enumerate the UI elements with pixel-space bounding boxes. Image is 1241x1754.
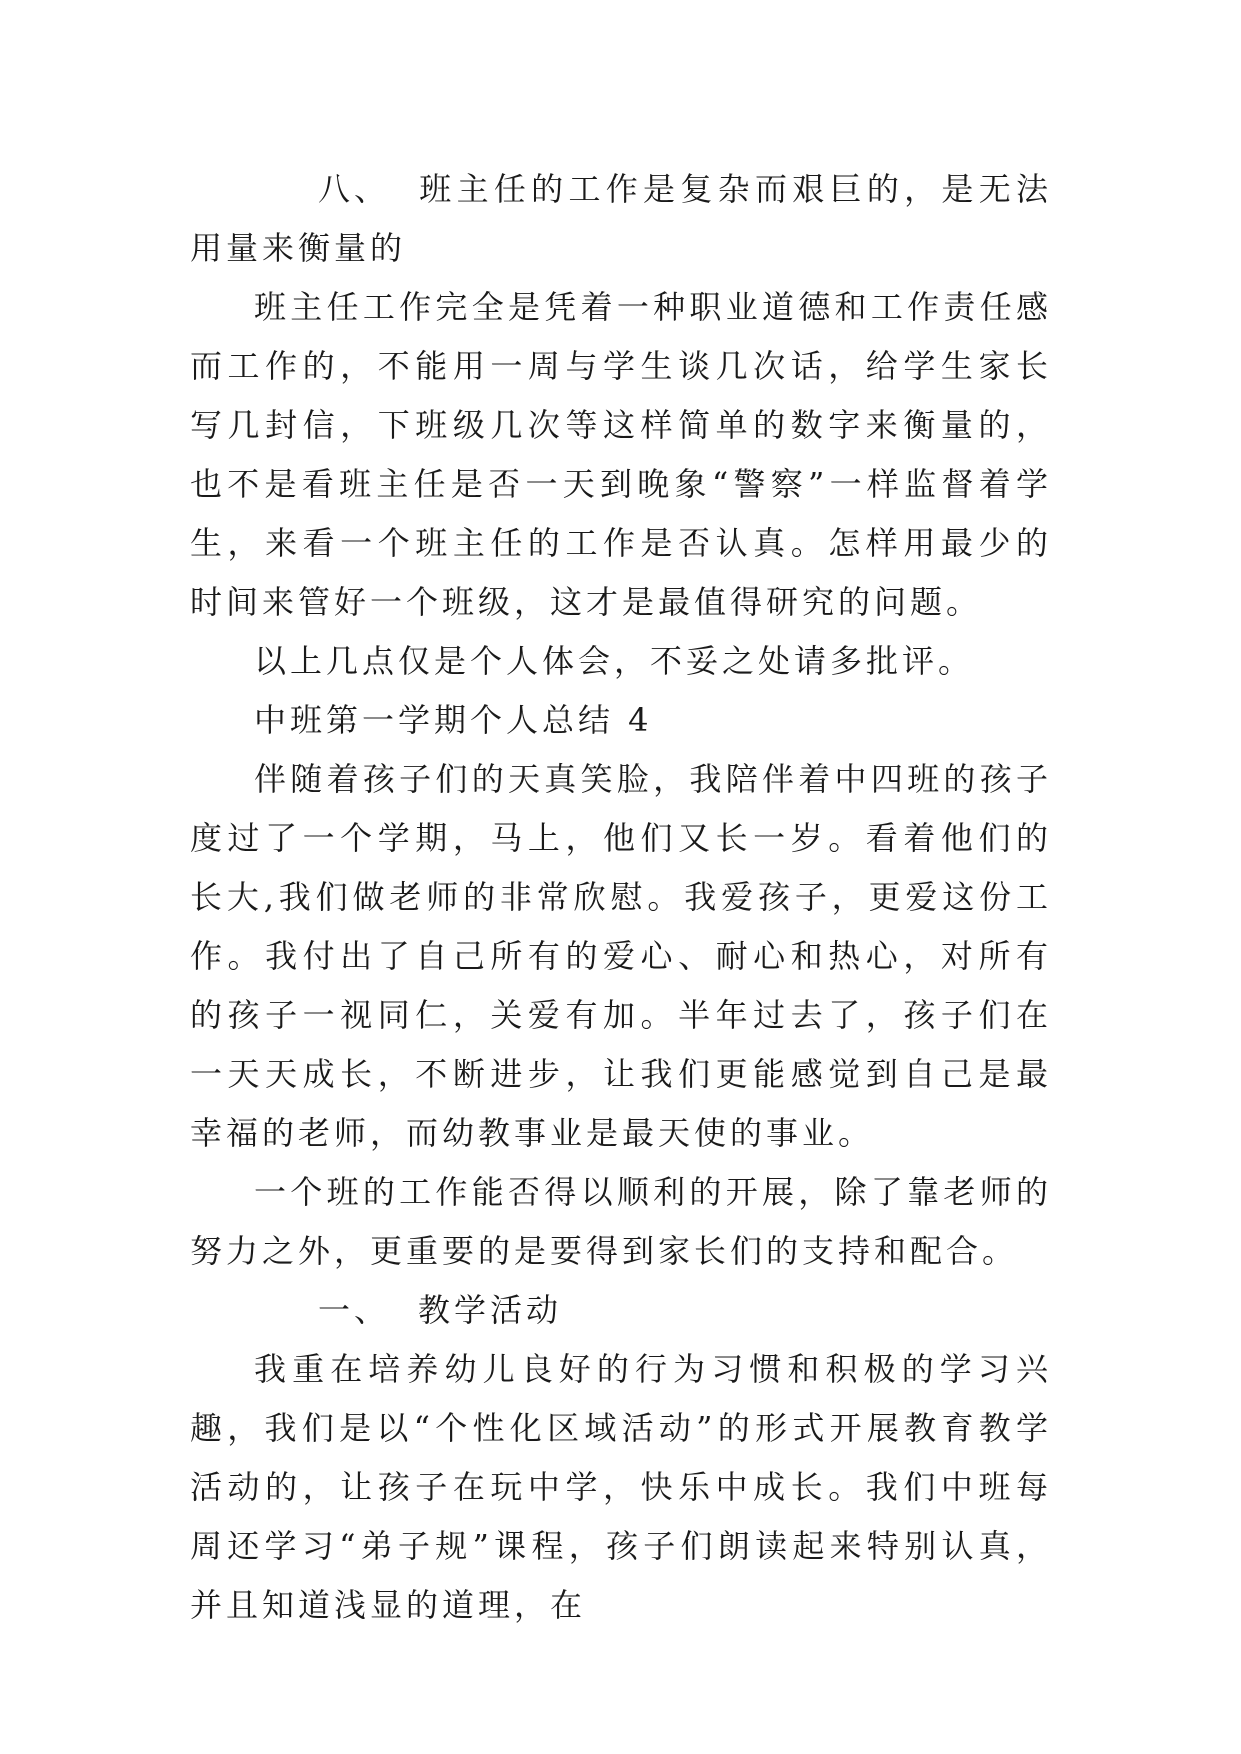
section-heading-8 [190,160,1052,278]
section-heading-1 [190,1281,1052,1340]
document-body [190,160,1052,1635]
section-number: 八、 [318,170,391,208]
paragraph-teacher-work: 班主任工作完全是凭着一种职业道德和工作责任感而工作的，不能用一周与学生谈几次话，给学生家长写几封信，下班级几次等这样简单的数字来衡量的，也不是看班主任是否一天到晚象“警察”一样监督着学生，来看一个班主任的工作是否认真。怎样用最少的时间来管好一个班级，这才是最值得研究的问题。 [190,288,1052,621]
paragraph-closing-remark: 以上几点仅是个人体会，不妥之处请多批评。 [254,642,975,680]
summary-title: 中班第一学期个人总结 4 [254,701,653,739]
section-number: 一、 [318,1291,391,1329]
paragraph-parent-support: 一个班的工作能否得以顺利的开展，除了靠老师的努力之外，更重要的是要得到家长们的支持和配合。 [190,1173,1052,1270]
section-heading-text: 教学活动 [418,1291,563,1329]
section-heading-text: 班主任的工作是复杂而艰巨的，是无法用量来衡量的 [190,170,1052,267]
paragraph-teaching-activities: 我重在培养幼儿良好的行为习惯和积极的学习兴趣，我们是以“个性化区域活动”的形式开展教育教学活动的，让孩子在玩中学，快乐中成长。我们中班每周还学习“弟子规”课程，孩子们朗读起来特别认真，并且知道浅显的道理，在 [190,1350,1052,1624]
paragraph-semester-intro: 伴随着孩子们的天真笑脸，我陪伴着中四班的孩子度过了一个学期，马上，他们又长一岁。看着他们的长大,我们做老师的非常欣慰。我爱孩子，更爱这份工作。我付出了自己所有的爱心、耐心和热心，对所有的孩子一视同仁，关爱有加。半年过去了，孩子们在一天天成长，不断进步，让我们更能感觉到自己是最幸福的老师，而幼教事业是最天使的事业。 [190,760,1052,1152]
